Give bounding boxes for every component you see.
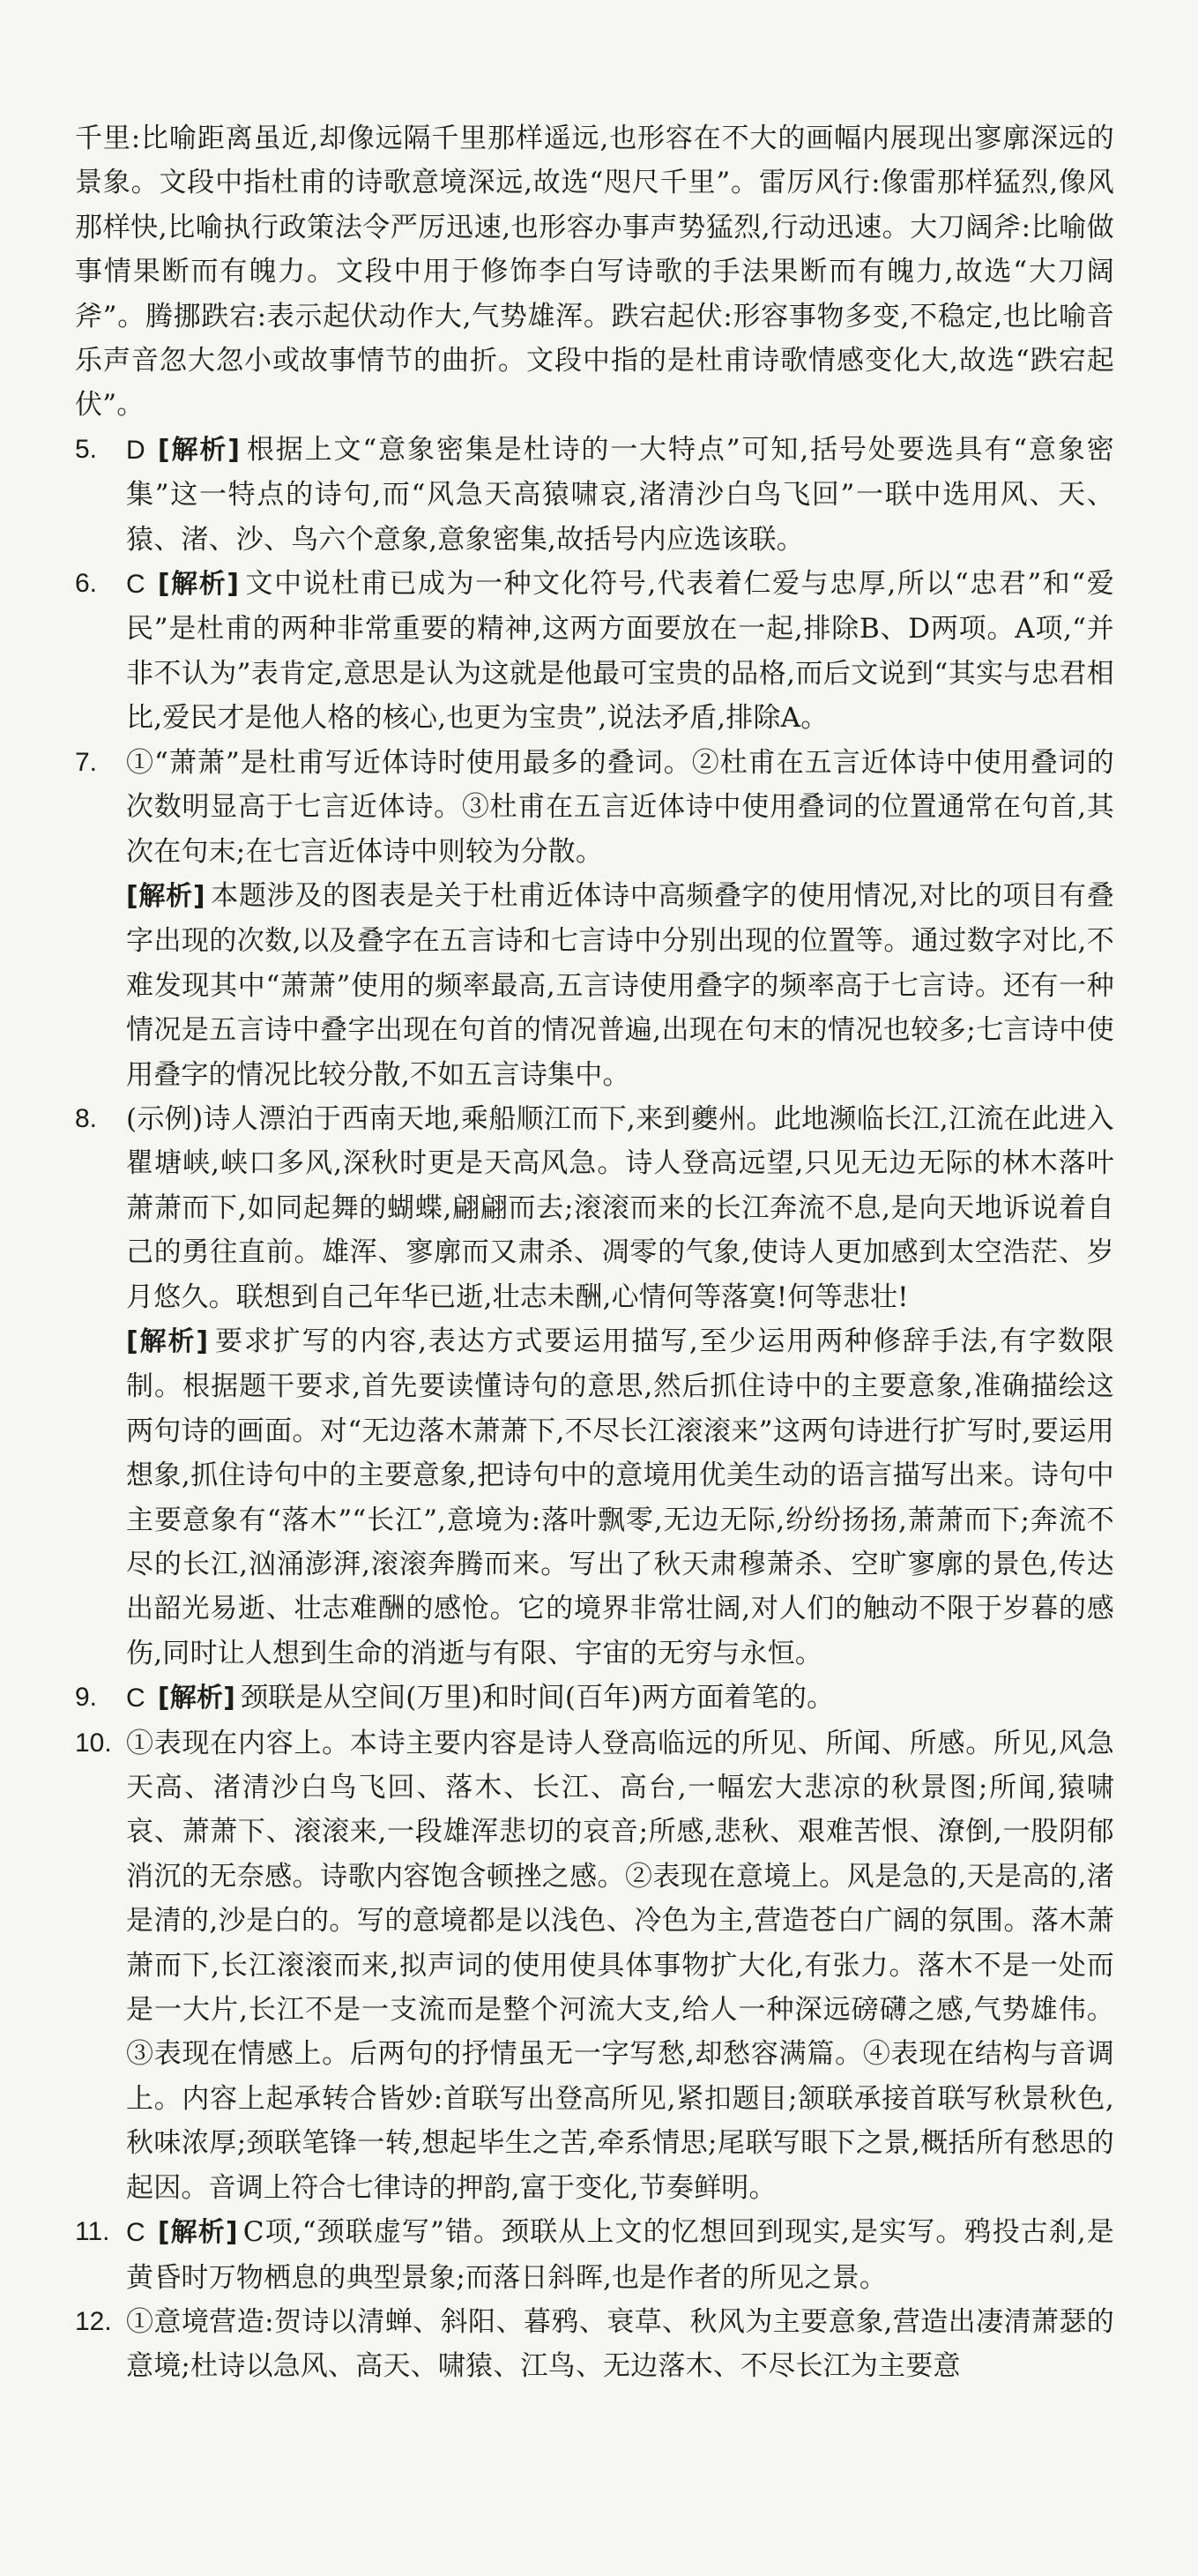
answer-item-6 — [75, 562, 1114, 741]
answer-item-11 — [75, 2210, 1114, 2300]
analysis-text: 要求扩写的内容,表达方式要运用描写,至少运用两种修辞手法,有字数限制。根据题干要求,首先要读懂诗句的意思,然后抓住诗中的主要意象,准确描绘这两句诗的画面。对“无边落木萧萧下,不尽长江滚滚来”这两句诗进行扩写时,要运用想象,抓住诗句中的主要意象,把诗句中的意境用优美生动的语言描写出来。诗句中主要意象有“落木”“长江”,意境为:落叶飘零,无边无际,纷纷扬扬,萧萧而下;奔流不尽的长江,汹涌澎湃,滚滚奔腾而来。写出了秋天肃穆萧杀、空旷寥廓的景色,传达出韶光易逝、壮志难酬的感怆。它的境界非常壮阔,对人们的触动不限于岁暮的感伤,同时让人想到生命的消逝与有限、宇宙的无穷与永恒。 — [126, 1325, 1114, 1669]
answer-item-5 — [75, 428, 1114, 562]
answer-choice: C — [126, 2218, 145, 2248]
item-number: 9. — [75, 1683, 98, 1713]
item-text: 根据上文“意象密集是杜诗的一大特点”可知,括号处要选具有“意象密集”这一特点的诗句,而“风急天高猿啸哀,渚清沙白鸟飞回”一联中选用风、天、猿、渚、沙、鸟六个意象,意象密集,故括号内应选该联。 — [126, 433, 1114, 556]
answer-item-12 — [75, 2300, 1114, 2389]
item-number: 12. — [75, 2306, 112, 2336]
item-body — [126, 2210, 1114, 2300]
answer-item-7 — [75, 741, 1114, 1097]
item-number: 7. — [75, 747, 98, 777]
item-body — [126, 1097, 1114, 1676]
item-text: 文中说杜甫已成为一种文化符号,代表着仁爱与忠厚,所以“忠君”和“爱民”是杜甫的两种非常重要的精神,这两方面要放在一起,排除B、D两项。A项,“并非不认为”表肯定,意思是认为这就是他最可宝贵的品格,而后文说到“其实与忠君相比,爱民才是他人格的核心,也更为宝贵”,说法矛盾,排除A。 — [126, 568, 1114, 735]
item-text: ①意境营造:贺诗以清蝉、斜阳、暮鸦、衰草、秋风为主要意象,营造出凄清萧瑟的意境;杜诗以急风、高天、啸猿、江鸟、无边落木、不尽长江为主要意 — [126, 2305, 1114, 2383]
answer-item-9 — [75, 1676, 1114, 1721]
intro-paragraph: 千里:比喻距离虽近,却像远隔千里那样遥远,也形容在不大的画幅内展现出寥廓深远的景象。文段中指杜甫的诗歌意境深远,故选“咫尺千里”。雷厉风行:像雷那样猛烈,像风那样快,比喻执行政策法令严厉迅速,也形容办事声势猛烈,行动迅速。大刀阔斧:比喻做事情果断而有魄力。文段中用于修饰李白写诗歌的手法果断而有魄力,故选“大刀阔斧”。腾挪跌宕:表示起伏动作大,气势雄浑。跌宕起伏:形容事物多变,不稳定,也比喻音乐声音忽大忽小或故事情节的曲折。文段中指的是杜甫诗歌情感变化大,故选“跌宕起伏”。 — [75, 123, 1114, 422]
item-analysis — [126, 874, 1114, 1097]
item-number: 11. — [75, 2217, 110, 2247]
analysis-tag: [解析] — [157, 434, 241, 466]
item-number: 10. — [75, 1728, 112, 1758]
item-text: ①表现在内容上。本诗主要内容是诗人登高临远的所见、所闻、所感。所见,风急天高、渚清沙白鸟飞回、落木、长江、高台,一幅宏大悲凉的秋景图;所闻,猿啸哀、萧萧下、滚滚来,一段雄浑悲切的哀音;所感,悲秋、艰难苦恨、潦倒,一股阴郁消沉的无奈感。诗歌内容饱含顿挫之感。②表现在意境上。风是急的,天是高的,渚是清的,沙是白的。写的意境都是以浅色、冷色为主,营造苍白广阔的氛围。落木萧萧而下,长江滚滚而来,拟声词的使用使具体事物扩大化,有张力。落木不是一处而是一大片,长江不是一支流而是整个河流大支,给人一种深远磅礴之感,气势雄伟。③表现在情感上。后两句的抒情虽无一字写愁,却愁容满篇。④表现在结构与音调上。内容上起承转合皆妙:首联写出登高所见,紧扣题目;颔联承接首联写秋景秋色,秋味浓厚;颈联笔锋一转,想起毕生之苦,牵系情思;尾联写眼下之景,概括所有愁思的起因。音调上符合七律诗的押韵,富于变化,节奏鲜明。 — [126, 1727, 1114, 2204]
answer-choice: D — [126, 435, 145, 465]
item-text: (示例)诗人漂泊于西南天地,乘船顺江而下,来到夔州。此地濒临长江,江流在此进入瞿塘峡,峡口多风,深秋时更是天高风急。诗人登高远望,只见无边无际的林木落叶萧萧而下,如同起舞的蝴蝶,翩翩而去;滚滚而来的长江奔流不息,是向天地诉说着自己的勇往直前。雄浑、寥廓而又肃杀、凋零的气象,使诗人更加感到太空浩茫、岁月悠久。联想到自己年华已逝,壮志未酬,心情何等落寞!何等悲壮! — [126, 1102, 1114, 1313]
item-body — [126, 1676, 1114, 1721]
analysis-text: 本题涉及的图表是关于杜甫近体诗中高频叠字的使用情况,对比的项目有叠字出现的次数,以及叠字在五言诗和七言诗中分别出现的位置等。通过数字对比,不难发现其中“萧萧”使用的频率最高,五言诗使用叠字的频率高于七言诗。还有一种情况是五言诗中叠字出现在句首的情况普遍,出现在句末的情况也较多;七言诗中使用叠字的情况比较分散,不如五言诗集中。 — [126, 879, 1114, 1091]
item-text: C项,“颈联虚写”错。颈联从上文的忆想回到现实,是实写。鸦投古刹,是黄昏时万物栖息的典型景象;而落日斜晖,也是作者的所见之景。 — [126, 2216, 1114, 2294]
answer-item-10 — [75, 1721, 1114, 2210]
item-text: 颈联是从空间(万里)和时间(百年)两方面着笔的。 — [241, 1682, 835, 1714]
analysis-tag: [解析] — [157, 569, 240, 601]
analysis-tag: [解析] — [126, 1325, 209, 1357]
item-body — [126, 562, 1114, 741]
item-text: ①“萧萧”是杜甫写近体诗时使用最多的叠词。②杜甫在五言近体诗中使用叠词的次数明显高于七言近体诗。③杜甫在五言近体诗中使用叠词的位置通常在句首,其次在句末;在七言近体诗中则较为分散。 — [126, 746, 1114, 868]
item-body — [126, 741, 1114, 1097]
analysis-tag: [解析] — [157, 2217, 238, 2249]
item-analysis — [126, 1319, 1114, 1676]
answer-item-8 — [75, 1097, 1114, 1676]
item-number: 8. — [75, 1103, 98, 1133]
analysis-tag: [解析] — [157, 1683, 236, 1714]
item-number: 5. — [75, 434, 98, 464]
answer-choice: C — [126, 570, 145, 600]
item-number: 6. — [75, 569, 98, 599]
item-body — [126, 428, 1114, 562]
analysis-tag: [解析] — [126, 880, 205, 912]
answer-choice: C — [126, 1684, 145, 1714]
